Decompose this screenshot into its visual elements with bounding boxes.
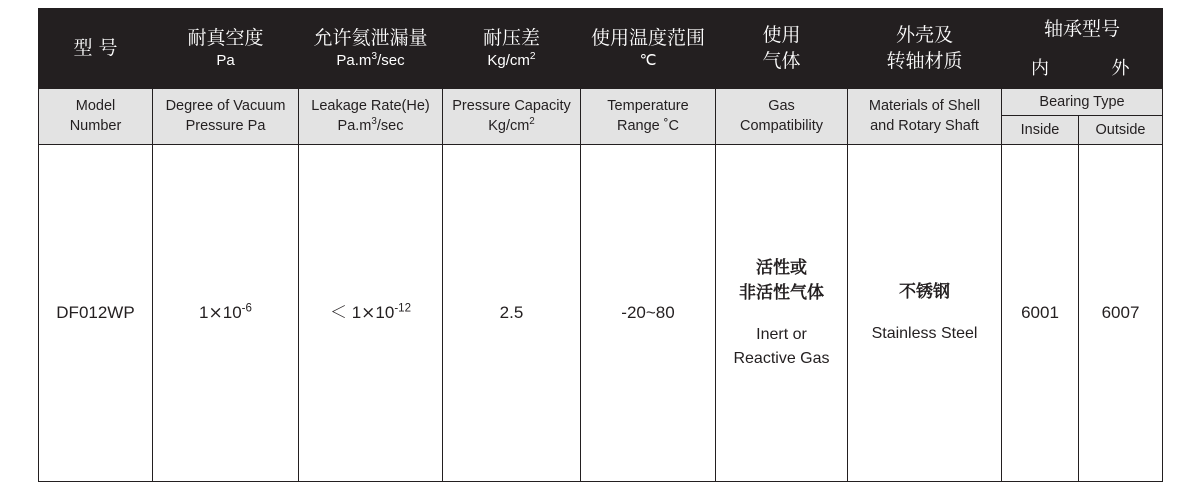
header-temperature-cn-title: 使用温度范围 (590, 26, 705, 49)
cell-bearing-outside: 6007 (1079, 145, 1163, 482)
header-gas-en (716, 89, 848, 145)
header-bearing-outside-en: Outside (1079, 116, 1163, 145)
cell-gas-compatibility (716, 145, 848, 482)
header-model-en-line2: Number (69, 117, 122, 134)
header-pressure-cn-unit: $Kg/cm^2$ (487, 51, 536, 70)
header-bearing-outside-cn: 外 (1079, 46, 1163, 89)
header-gas-cn (716, 9, 848, 89)
cell-material (848, 145, 1002, 482)
header-leakage-en (299, 89, 443, 145)
header-gas-en-line2: Compatibility (740, 117, 823, 134)
cell-leakage-base: 10 (375, 302, 395, 322)
header-leakage-en-line1: Leakage Rate(He) (311, 97, 430, 114)
multiply-sign-icon: × (361, 302, 376, 323)
cell-vacuum-mantissa: 1 (199, 302, 209, 322)
header-vacuum-cn-title: 耐真空度 (187, 26, 264, 49)
header-material-en-line1: Materials of Shell (868, 97, 981, 114)
header-gas-en-line1: Gas (768, 97, 795, 114)
header-vacuum-en-line1: Degree of Vacuum (165, 97, 286, 114)
spacer (716, 307, 847, 323)
header-model-en (39, 89, 153, 145)
cell-leakage-mantissa: 1 (351, 302, 362, 322)
header-model-en-line1: Model (75, 97, 116, 114)
cell-gas-cn-line1: 活性或 (756, 257, 807, 278)
header-leakage-cn (299, 9, 443, 89)
header-material-cn (848, 9, 1002, 89)
header-temperature-cn-unit: ℃ (639, 52, 657, 70)
header-bearing-en-group: Bearing Type (1002, 89, 1163, 116)
header-pressure-en-line2: $Kg/cm^2$ (488, 115, 535, 134)
header-temperature-en-line1: Temperature (607, 97, 689, 114)
cell-leakage-rate (299, 145, 443, 482)
header-gas-cn-line2: 气体 (762, 49, 801, 72)
cell-vacuum-exponent: -6 (241, 302, 252, 315)
table-row (39, 145, 1163, 482)
cell-gas-en-line1: Inert or (756, 325, 807, 343)
cell-model-number: DF012WP (39, 145, 153, 482)
header-pressure-cn-title: 耐压差 (482, 26, 540, 49)
cell-leakage-exponent: -12 (394, 302, 412, 315)
header-temperature-en-line2: Range ˚C (616, 117, 680, 134)
header-material-cn-line1: 外壳及 (895, 23, 953, 46)
header-material-en-line2: and Rotary Shaft (870, 117, 979, 134)
header-pressure-en-line1: Pressure Capacity (452, 97, 571, 114)
header-vacuum-en-line2: Pressure Pa (185, 117, 266, 134)
header-vacuum-cn-unit: Pa (216, 52, 235, 70)
cell-gas-cn-line2: 非活性气体 (739, 283, 824, 303)
cell-bearing-inside: 6001 (1002, 145, 1079, 482)
header-pressure-en (443, 89, 581, 145)
header-leakage-en-line2: $Pa.m^3/\sec$ (337, 115, 404, 134)
header-leakage-cn-unit: $Pa.m^3/\sec$ (336, 51, 405, 70)
cell-material-en: Stainless Steel (871, 324, 978, 342)
spacer (848, 306, 1001, 322)
cell-pressure-capacity: 2.5 (443, 145, 581, 482)
header-bearing-inside-en: Inside (1002, 116, 1079, 145)
specification-table (38, 8, 1163, 482)
header-gas-cn-line1: 使用 (762, 23, 801, 46)
header-leakage-cn-title: 允许氦泄漏量 (313, 26, 428, 49)
header-row-chinese-top (39, 9, 1163, 46)
multiply-sign-icon: × (208, 302, 223, 323)
header-bearing-inside-cn: 内 (1002, 46, 1079, 89)
cell-gas-en-line2: Reactive Gas (733, 349, 830, 367)
header-material-en (848, 89, 1002, 145)
header-model-cn-title: 型 号 (73, 36, 118, 59)
header-bearing-cn-group: 轴承型号 (1002, 9, 1163, 46)
cell-vacuum-degree (153, 145, 299, 482)
header-temperature-en (581, 89, 716, 145)
cell-vacuum-base: 10 (222, 302, 242, 322)
header-vacuum-en (153, 89, 299, 145)
cell-temperature-range: -20~80 (581, 145, 716, 482)
header-row-english-top (39, 89, 1163, 116)
cell-leakage-prefix: ＜ (329, 302, 347, 322)
header-material-cn-line2: 转轴材质 (886, 49, 963, 72)
cell-material-cn: 不锈钢 (899, 282, 950, 303)
header-model-cn (39, 9, 153, 89)
header-pressure-cn (443, 9, 581, 89)
header-temperature-cn (581, 9, 716, 89)
header-vacuum-cn (153, 9, 299, 89)
